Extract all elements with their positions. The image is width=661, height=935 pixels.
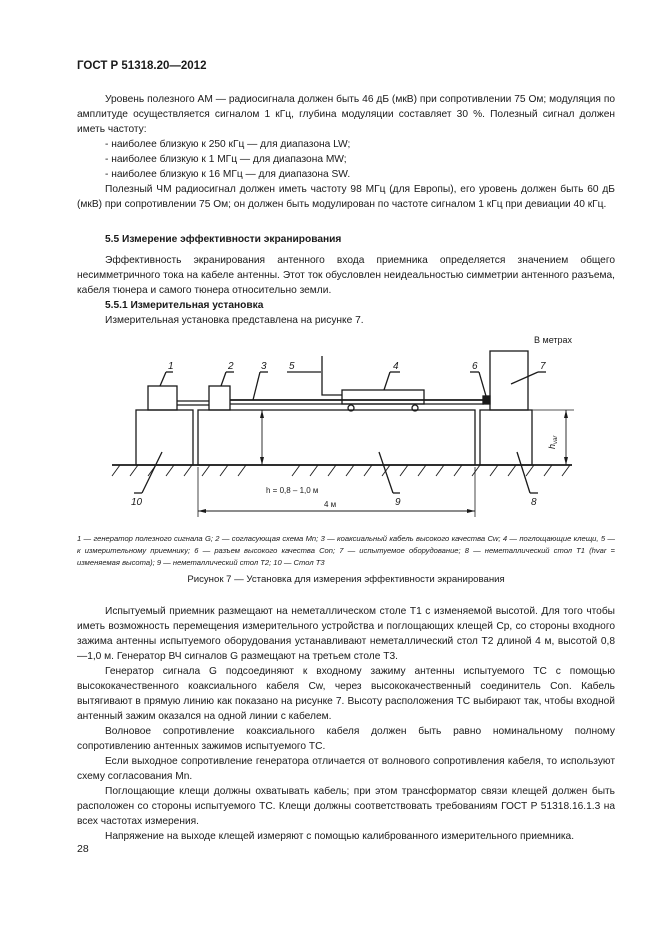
- callout-label: 7: [540, 361, 546, 372]
- callout-label: 5: [289, 361, 295, 372]
- list-item: - наиболее близкую к 250 кГц — для диапазона LW;: [105, 139, 351, 150]
- height-label: h = 0,8 – 1,0 м: [266, 486, 319, 495]
- list-item: - наиболее близкую к 16 МГц — для диапазона SW.: [105, 169, 351, 180]
- table-t3: [136, 410, 193, 465]
- floor-hatching: [112, 465, 570, 476]
- paragraph: Поглощающие клещи должны охватывать кабель; при этом трансформатор связи клещей должен быть расположен со стороны испытуемого ТС. Клещи должны соответствовать требованиям ГОСТ Р 51318.16.1.3 на всех частотах измерения.: [77, 786, 615, 827]
- callout-label: 6: [472, 361, 478, 372]
- paragraph: Напряжение на выходе клещей измеряют с помощью калиброванного измерительного приемника.: [105, 831, 575, 842]
- matching-network-box: [209, 386, 230, 410]
- subsection-heading: 5.5.1 Измерительная установка: [105, 300, 264, 311]
- paragraph: Уровень полезного АМ — радиосигнала должен быть 46 дБ (мкВ) при сопротивлении 75 Ом; модуляция по амплитуде осуществляется сигналом 1 кГц, глубина модуляции составляет 30 %. Полезный сигнал должен иметь частоту:: [77, 94, 615, 135]
- figure-caption: Рисунок 7 — Установка для измерения эффективности экранирования: [187, 574, 505, 585]
- generator-box: [148, 386, 177, 410]
- list-item: - наиболее близкую к 1 МГц — для диапазона MW;: [105, 154, 347, 165]
- page-number: 28: [77, 843, 89, 855]
- callout-label: 4: [393, 361, 399, 372]
- paragraph: Эффективность экранирования антенного входа приемника определяется значением общего несимметричного тока на кабеле антенны. Этот ток обусловлен неидеальностью симметрии антенного разъема, кабеля тюнера и самого тюнера относительно земли.: [77, 255, 615, 296]
- connector-box: [483, 396, 490, 404]
- paragraph: Испытуемый приемник размещают на неметаллическом столе T1 с изменяемой высотой. Для того чтобы иметь возможность перемещения измерительного устройства и поглощающих клещей Cp, со стороны входного зажима антенны испытуемого оборудования устанавливают неметаллический стол T2 длиной 4 м, высотой 0,8—1,0 м. Генератор ВЧ сигналов G размещают на третьем столе T3.: [77, 606, 615, 662]
- paragraph: Генератор сигнала G подсоединяют к входному зажиму антенны испытуемого ТС с помощью высококачественного коаксиального кабеля Cw, через высококачественный соединитель Con. Кабель вытягивают в прямую линию как показано на рисунке 7. Высоту расположения ТС выбирают так, чтобы входной антенный зажим оказался на одной линии с кабелем.: [77, 666, 615, 722]
- paragraph: Измерительная установка представлена на рисунке 7.: [105, 315, 364, 326]
- absorbing-clamp: [342, 390, 424, 404]
- table-t1: [480, 410, 532, 465]
- table-t2: [198, 410, 475, 465]
- hvar-subscript: var: [553, 435, 559, 444]
- section-heading: 5.5 Измерение эффективности экранирования: [105, 234, 342, 245]
- figure-legend: 1 — генератор полезного сигнала G; 2 — согласующая схема Mn; 3 — коаксиальный кабель высокого качества Cw; 4 — поглощающие клещи, 5 — к измерительному приемнику; 6 — разъем высокого качества Con; 7 — испытуемое оборудование; 8 — неметаллический стол T1 (hvar = изменяемая высота); 9 — неметаллический стол T2; 10 — Стол T3: [77, 534, 615, 567]
- text-block-procedure: [77, 604, 615, 844]
- callout-label: 10: [131, 497, 143, 508]
- hvar-label: [547, 435, 559, 449]
- paragraph: Волновое сопротивление коаксиального кабеля должен быть равно номинальному полному сопротивлению антенных зажимов испытуемого ТС.: [77, 726, 615, 752]
- callout-label: 9: [395, 497, 401, 508]
- paragraph: Полезный ЧМ радиосигнал должен иметь частоту 98 МГц (для Европы), его уровень должен быть 60 дБ (мкВ) при сопротивлении 75 Ом; он должен быть модулирован по частоте сигналом 1 кГц при девиации 40 кГц.: [77, 184, 615, 210]
- document-header: ГОСТ Р 51318.20—2012: [77, 60, 207, 72]
- figure-units-note: В метрах: [534, 335, 573, 345]
- hvar-symbol: h: [547, 443, 557, 449]
- callout-label: 1: [168, 361, 174, 372]
- callout-label: 2: [228, 361, 234, 372]
- callout-label: 8: [531, 497, 537, 508]
- paragraph: Если выходное сопротивление генератора отличается от волнового сопротивления кабеля, то используют схему согласования Mn.: [77, 756, 615, 782]
- width-label: 4 м: [324, 500, 337, 509]
- callout-label: 3: [261, 361, 267, 372]
- receiver-cable: [322, 356, 342, 395]
- eut-box: [490, 351, 528, 410]
